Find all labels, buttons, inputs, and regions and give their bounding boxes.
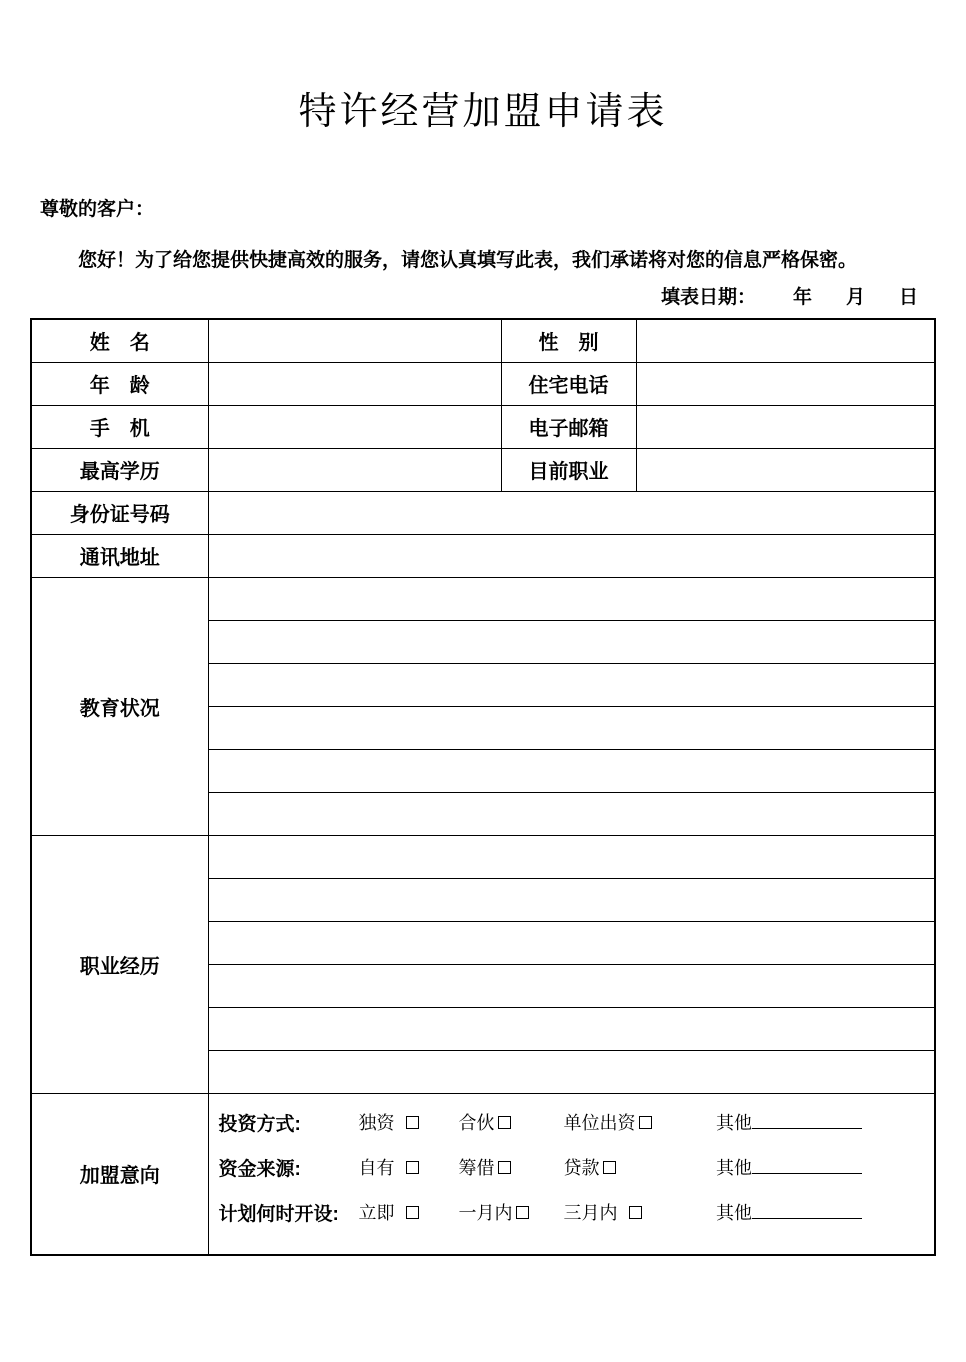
opening-other bbox=[716, 1199, 862, 1225]
franchise-intention-cell bbox=[208, 1093, 935, 1255]
checkbox-sole-investment[interactable] bbox=[406, 1116, 419, 1129]
funding-source-label: 资金来源: bbox=[218, 1158, 301, 1180]
investment-other-fill-line[interactable] bbox=[752, 1115, 862, 1129]
option-borrowed bbox=[459, 1154, 564, 1180]
opening-other-label: 其他 bbox=[716, 1203, 752, 1223]
career-row-input-3[interactable] bbox=[208, 921, 935, 964]
career-row-input-2[interactable] bbox=[208, 878, 935, 921]
name-input-cell[interactable] bbox=[208, 319, 501, 362]
career-history-label-cell: 职业经历 bbox=[31, 835, 208, 1093]
option-self-funded-label: 自有 bbox=[358, 1158, 395, 1178]
mobile-label-cell: 手 机 bbox=[31, 405, 208, 448]
date-day-label: 日 bbox=[898, 287, 918, 308]
education-row-input-1[interactable] bbox=[208, 577, 935, 620]
funding-source-line bbox=[219, 1145, 935, 1190]
mailing-address-label-cell: 通讯地址 bbox=[31, 534, 208, 577]
option-within-one-month bbox=[459, 1199, 564, 1225]
checkbox-self-funded[interactable] bbox=[406, 1161, 419, 1174]
option-partnership-label: 合伙 bbox=[458, 1113, 495, 1133]
investment-method-line bbox=[219, 1100, 935, 1145]
funding-other bbox=[716, 1154, 862, 1180]
checkbox-loan[interactable] bbox=[603, 1161, 616, 1174]
page-title: 特许经营加盟申请表 bbox=[298, 91, 668, 133]
option-loan bbox=[564, 1154, 704, 1180]
career-row-input-4[interactable] bbox=[208, 964, 935, 1007]
application-form-table bbox=[30, 318, 936, 1256]
current-occupation-input-cell[interactable] bbox=[636, 448, 935, 491]
date-year-label: 年 bbox=[792, 287, 812, 308]
funding-other-fill-line[interactable] bbox=[752, 1160, 862, 1174]
education-history-label-cell: 教育状况 bbox=[31, 577, 208, 835]
checkbox-within-one-month[interactable] bbox=[516, 1206, 529, 1219]
franchise-intention-label-cell: 加盟意向 bbox=[31, 1093, 208, 1255]
option-within-three-months bbox=[564, 1199, 704, 1225]
option-within-one-month-label: 一月内 bbox=[458, 1203, 513, 1223]
investment-method-label: 投资方式: bbox=[218, 1113, 301, 1135]
career-row-input-6[interactable] bbox=[208, 1050, 935, 1093]
checkbox-within-three-months[interactable] bbox=[629, 1206, 642, 1219]
date-month-label: 月 bbox=[845, 287, 865, 308]
option-within-three-months-label: 三月内 bbox=[563, 1203, 618, 1223]
checkbox-immediately[interactable] bbox=[406, 1206, 419, 1219]
option-immediately bbox=[359, 1199, 459, 1225]
home-phone-input-cell[interactable] bbox=[636, 362, 935, 405]
education-row-input-3[interactable] bbox=[208, 663, 935, 706]
gender-label-cell: 性 别 bbox=[501, 319, 636, 362]
checkbox-company-investment[interactable] bbox=[639, 1116, 652, 1129]
education-row-input-2[interactable] bbox=[208, 620, 935, 663]
email-label-cell: 电子邮箱 bbox=[501, 405, 636, 448]
gender-input-cell[interactable] bbox=[636, 319, 935, 362]
option-sole-investment-label: 独资 bbox=[358, 1113, 395, 1133]
home-phone-label-cell: 住宅电话 bbox=[501, 362, 636, 405]
option-company-investment bbox=[564, 1109, 704, 1135]
education-row-input-5[interactable] bbox=[208, 749, 935, 792]
option-sole-investment bbox=[359, 1109, 459, 1135]
name-label-cell: 姓 名 bbox=[31, 319, 208, 362]
highest-education-label-cell: 最高学历 bbox=[31, 448, 208, 491]
fill-date-row bbox=[0, 286, 918, 310]
id-number-input-cell[interactable] bbox=[208, 491, 935, 534]
mobile-input-cell[interactable] bbox=[208, 405, 501, 448]
current-occupation-label-cell: 目前职业 bbox=[501, 448, 636, 491]
intro-paragraph: 您好！为了给您提供快捷高效的服务，请您认真填写此表，我们承诺将对您的信息严格保密。 bbox=[78, 250, 858, 271]
career-row-input-5[interactable] bbox=[208, 1007, 935, 1050]
option-borrowed-label: 筹借 bbox=[458, 1158, 495, 1178]
age-label-cell: 年 龄 bbox=[31, 362, 208, 405]
greeting-text: 尊敬的客户： bbox=[40, 199, 155, 220]
option-self-funded bbox=[359, 1154, 459, 1180]
option-partnership bbox=[459, 1109, 564, 1135]
education-row-input-4[interactable] bbox=[208, 706, 935, 749]
option-immediately-label: 立即 bbox=[358, 1203, 395, 1223]
education-row-input-6[interactable] bbox=[208, 792, 935, 835]
email-input-cell[interactable] bbox=[636, 405, 935, 448]
investment-other-label: 其他 bbox=[716, 1113, 752, 1133]
mailing-address-input-cell[interactable] bbox=[208, 534, 935, 577]
id-number-label-cell: 身份证号码 bbox=[31, 491, 208, 534]
fill-date-label: 填表日期： bbox=[660, 287, 756, 308]
highest-education-input-cell[interactable] bbox=[208, 448, 501, 491]
investment-other bbox=[716, 1109, 862, 1135]
opening-time-label: 计划何时开设: bbox=[218, 1203, 339, 1225]
funding-other-label: 其他 bbox=[716, 1158, 752, 1178]
checkbox-borrowed[interactable] bbox=[498, 1161, 511, 1174]
checkbox-partnership[interactable] bbox=[498, 1116, 511, 1129]
opening-other-fill-line[interactable] bbox=[752, 1205, 862, 1219]
career-row-input-1[interactable] bbox=[208, 835, 935, 878]
option-company-investment-label: 单位出资 bbox=[563, 1113, 636, 1133]
option-loan-label: 贷款 bbox=[563, 1158, 600, 1178]
age-input-cell[interactable] bbox=[208, 362, 501, 405]
opening-time-line bbox=[219, 1190, 935, 1235]
